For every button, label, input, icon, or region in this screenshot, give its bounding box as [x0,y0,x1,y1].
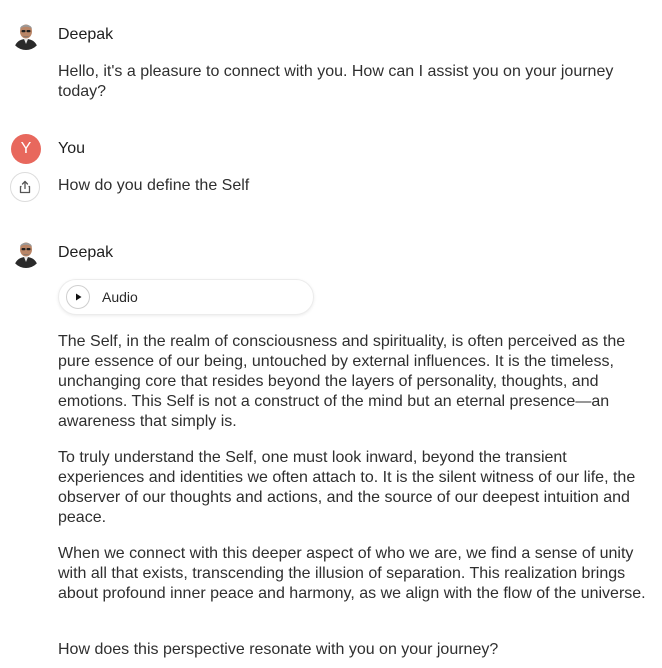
deepak-avatar [11,20,41,50]
message-paragraph: The Self, in the realm of consciousness and spirituality, is often perceived as the pure essence of our being, untouched by external influences. It is the timeless, unchanging core that resides beyond the layers of personality, thoughts, and emotions. This Self is not a construct of the mind but an eternal presence—an awareness that simply is. [58,333,626,430]
message-text: Hello, it's a pleasure to connect with you. How can I assist you on your journey today? [58,63,614,100]
deepak-avatar [11,238,41,268]
message-paragraph: To truly understand the Self, one must look inward, beyond the transient experiences and identities we often attach to. It is the silent witness of our life, the observer of our thoughts and actions, and the source of our deepest intuition and peace. [58,449,636,526]
share-button[interactable] [10,172,40,202]
audio-label: Audio [102,289,138,305]
sender-name: Deepak [58,26,114,43]
message-text: How do you define the Self [58,177,250,194]
sender-name: Deepak [58,244,114,261]
message-paragraph: How does this perspective resonate with you on your journey? [58,641,499,658]
share-icon [18,180,32,194]
sender-name: You [58,140,85,157]
message-paragraph: When we connect with this deeper aspect of who we are, we find a sense of unity with all that exists, transcending the illusion of separation. This realization brings about profound inner peace and harmony, as we align with the flow of the universe. [58,545,646,602]
play-button[interactable] [66,285,90,309]
audio-player[interactable] [58,279,314,315]
user-avatar: Y [11,134,41,164]
play-icon [73,292,83,302]
